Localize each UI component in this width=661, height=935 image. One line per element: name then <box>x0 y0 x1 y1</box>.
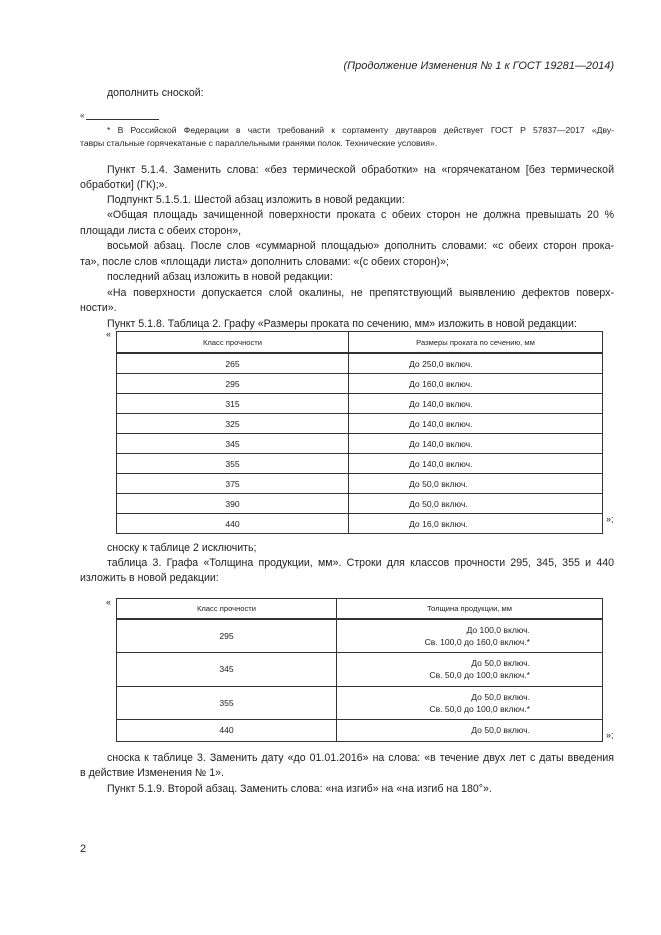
paragraph: восьмой абзац. После слов «суммарной площадью» дополнить словами: «с обеих сторон прока- <box>107 240 614 252</box>
thickness-value <box>337 619 603 652</box>
paragraph: та», после слов «площади листа» дополнить словами: «(с обеих сторон)»; <box>80 256 449 268</box>
strength-class: 345 <box>117 652 337 686</box>
table3-open-quote: « <box>106 597 112 607</box>
paragraph: «Общая площадь зачищенной поверхности проката с обеих сторон не должна превышать 20 % <box>107 209 614 221</box>
paragraph: изложить в новой редакции: <box>80 572 219 584</box>
strength-class: 325 <box>117 414 349 434</box>
strength-class: 355 <box>117 454 349 474</box>
table-row <box>117 353 603 374</box>
paragraph: сноска к таблице 3. Заменить дату «до 01.01.2016» на слова: «в течение двух лет с даты введения <box>107 752 614 764</box>
table-row <box>117 454 603 474</box>
paragraph: сноску к таблице 2 исключить; <box>107 542 257 554</box>
table2-open-quote: « <box>106 329 112 339</box>
table-row <box>117 514 603 534</box>
size-value: До 50,0 включ. <box>349 474 603 494</box>
table-row <box>117 434 603 454</box>
size-value: До 16,0 включ. <box>349 514 603 534</box>
thickness-line: До 50,0 включ. <box>471 658 530 668</box>
thickness-line: Св. 50,0 до 100,0 включ.* <box>429 703 530 714</box>
paragraph: Пункт 5.1.4. Заменить слова: «без термической обработки» на «горячекатаном [без термической <box>107 164 614 176</box>
table-header: Класс прочности <box>117 332 349 354</box>
size-value: До 50,0 включ. <box>349 494 603 514</box>
table-row <box>117 652 603 686</box>
size-value: До 160,0 включ. <box>349 374 603 394</box>
table-row <box>117 686 603 719</box>
page-header: (Продолжение Изменения № 1 к ГОСТ 19281—2014) <box>343 60 614 72</box>
thickness-value <box>337 686 603 719</box>
size-value: До 250,0 включ. <box>349 353 603 374</box>
strength-class: 375 <box>117 474 349 494</box>
table-row <box>117 474 603 494</box>
paragraph: обработки] (ГК);». <box>80 179 168 191</box>
paragraph: последний абзац изложить в новой редакции: <box>107 271 333 283</box>
intro-text: дополнить сноской: <box>107 87 204 99</box>
size-value: До 140,0 включ. <box>349 454 603 474</box>
table-row <box>117 374 603 394</box>
footnote-line: * В Российской Федерации в части требований к сортаменту двутавров действует ГОСТ Р 57837—2017 «Дву- <box>107 125 614 135</box>
strength-class: 440 <box>117 719 337 741</box>
table-header: Размеры проката по сечению, мм <box>349 332 603 354</box>
table-row <box>117 719 603 741</box>
paragraph: в действие Изменения № 1». <box>80 767 224 779</box>
strength-class: 315 <box>117 394 349 414</box>
paragraph: Пункт 5.1.8. Таблица 2. Графу «Размеры проката по сечению, мм» изложить в новой редакции: <box>107 318 577 330</box>
thickness-value <box>337 719 603 741</box>
page-number: 2 <box>80 843 87 855</box>
strength-class: 390 <box>117 494 349 514</box>
paragraph: ности». <box>80 302 117 314</box>
strength-class: 265 <box>117 353 349 374</box>
table-row <box>117 414 603 434</box>
table-row <box>117 619 603 652</box>
table-row <box>117 394 603 414</box>
thickness-line: До 100,0 включ. <box>466 624 530 635</box>
table2-close-quote: »; <box>606 514 614 524</box>
paragraph: Подпункт 5.1.5.1. Шестой абзац изложить в новой редакции: <box>107 194 405 206</box>
table-row <box>117 494 603 514</box>
thickness-line: До 50,0 включ. <box>471 691 530 702</box>
footnote-open-quote: « <box>80 111 85 120</box>
paragraph: таблица 3. Графа «Толщина продукции, мм». Строки для классов прочности 295, 345, 355 и 440 <box>107 557 614 569</box>
thickness-value <box>337 652 603 686</box>
table3-close-quote: »; <box>606 730 614 740</box>
thickness-line: Св. 50,0 до 100,0 включ.* <box>429 670 530 680</box>
thickness-line: Св. 100,0 до 160,0 включ.* <box>424 636 530 647</box>
table-2 <box>116 331 603 534</box>
thickness-line: До 50,0 включ. <box>471 725 530 735</box>
table-header: Класс прочности <box>117 599 337 620</box>
footnote-separator <box>86 119 159 120</box>
paragraph: «На поверхности допускается слой окалины, не препятствующий выявлению дефектов поверх- <box>107 287 614 299</box>
table-3 <box>116 598 603 742</box>
paragraph: Пункт 5.1.9. Второй абзац. Заменить слова: «на изгиб» на «на изгиб на 180°». <box>107 783 492 795</box>
size-value: До 140,0 включ. <box>349 394 603 414</box>
size-value: До 140,0 включ. <box>349 434 603 454</box>
strength-class: 440 <box>117 514 349 534</box>
table-header: Толщина продукции, мм <box>337 599 603 620</box>
strength-class: 295 <box>117 374 349 394</box>
size-value: До 140,0 включ. <box>349 414 603 434</box>
footnote-line: тавры стальные горячекатаные с параллельными гранями полок. Технические условия». <box>80 138 438 148</box>
paragraph: площади листа с обеих сторон», <box>80 225 242 237</box>
strength-class: 295 <box>117 619 337 652</box>
strength-class: 345 <box>117 434 349 454</box>
strength-class: 355 <box>117 686 337 719</box>
